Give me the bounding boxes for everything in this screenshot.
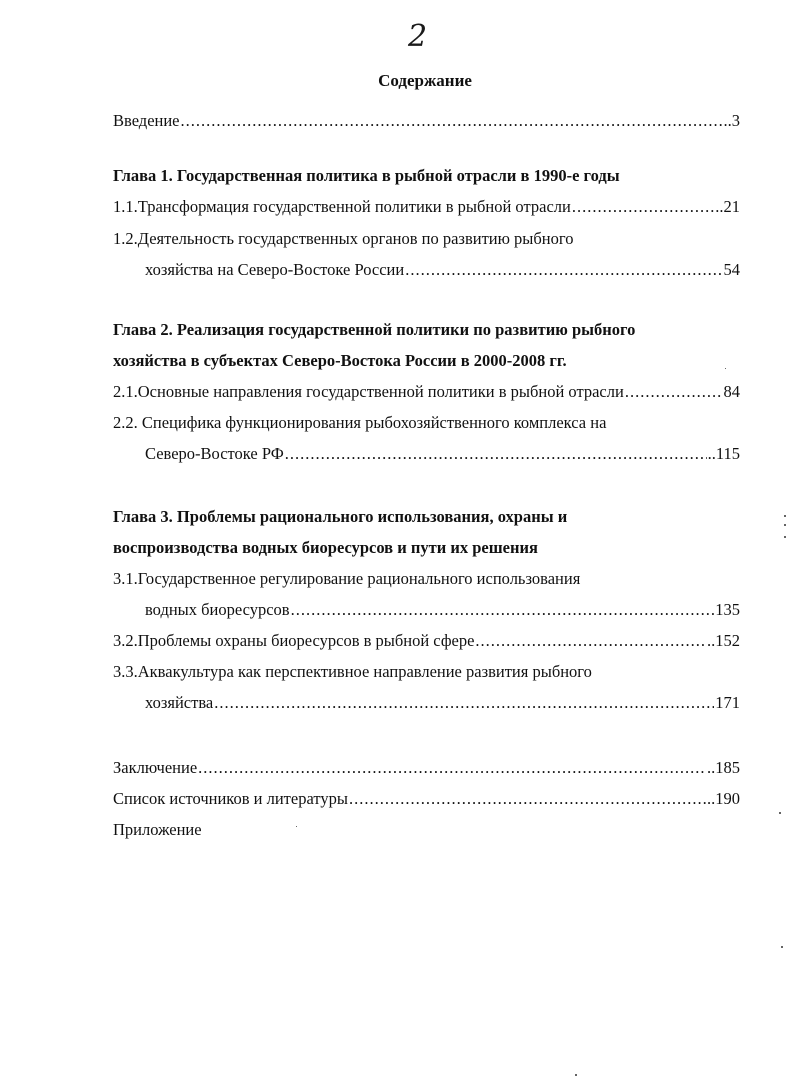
toc-entry-page: ..152 — [707, 631, 740, 650]
leader-dots — [405, 259, 722, 281]
leader-dots — [475, 630, 706, 652]
toc-entry-page: 84 — [723, 382, 740, 401]
toc-entry-page: ..115 — [707, 444, 740, 463]
toc-entry-page: ..3 — [723, 111, 740, 130]
toc-entry-2-2-line1: 2.2. Специфика функционирования рыбохозяйственного комплекса на — [113, 413, 607, 432]
scan-speck — [725, 368, 726, 369]
scan-speck — [784, 524, 786, 526]
chapter-2-heading-line2: хозяйства в субъектах Северо-Востока России в 2000-2008 гг. — [113, 351, 567, 370]
leader-dots — [291, 599, 715, 621]
toc-entry-label: Введение — [113, 111, 180, 130]
handwritten-page-number: 2 — [408, 19, 428, 54]
leader-dots — [349, 788, 706, 810]
chapter-1-heading: Глава 1. Государственная политика в рыбной отрасли в 1990-е годы — [113, 166, 620, 185]
leader-dots — [214, 692, 714, 714]
toc-entry-page: 135 — [715, 600, 740, 619]
toc-entry-page: 171 — [715, 693, 740, 712]
toc-entry-page: 54 — [723, 260, 740, 279]
toc-entry-3-3-line1: 3.3.Аквакультура как перспективное направление развития рыбного — [113, 662, 592, 681]
toc-entry-label: Заключение — [113, 758, 198, 777]
leader-dots — [572, 196, 714, 218]
toc-entry-label: 2.1.Основные направления государственной политики в рыбной отрасли — [113, 382, 624, 401]
toc-entry-label: Список источников и литературы — [113, 789, 348, 808]
toc-entry-sources — [113, 788, 740, 810]
toc-entry-intro — [113, 110, 740, 132]
toc-title: Содержание — [378, 71, 472, 90]
toc-entry-label: водных биоресурсов — [145, 600, 290, 619]
leader-dots — [181, 110, 723, 132]
scan-speck — [575, 1074, 577, 1076]
toc-entry-2-1 — [113, 381, 740, 403]
toc-entry-label: хозяйства на Северо-Востоке России — [145, 260, 405, 279]
scan-speck — [784, 536, 786, 538]
leader-dots — [198, 757, 706, 779]
toc-entry-3-3 — [145, 692, 740, 714]
toc-entry-page: ..21 — [715, 197, 740, 216]
toc-entry-2-2 — [145, 443, 740, 465]
toc-entry-page: ..185 — [707, 758, 740, 777]
toc-entry-1-2 — [145, 259, 740, 281]
scan-speck — [296, 826, 297, 827]
toc-entry-3-1-line1: 3.1.Государственное регулирование рационального использования — [113, 569, 581, 588]
toc-entry-3-1 — [145, 599, 740, 621]
scan-speck — [779, 812, 781, 814]
scan-speck — [781, 946, 783, 948]
chapter-2-heading-line1: Глава 2. Реализация государственной политики по развитию рыбного — [113, 320, 636, 339]
toc-entry-label: хозяйства — [145, 693, 214, 712]
toc-entry-3-2 — [113, 630, 740, 652]
chapter-3-heading-line1: Глава 3. Проблемы рационального использования, охраны и — [113, 507, 568, 526]
toc-entry-page: ..190 — [707, 789, 740, 808]
toc-entry-label: 3.2.Проблемы охраны биоресурсов в рыбной сфере — [113, 631, 475, 650]
toc-entry-appendix: Приложение — [113, 820, 202, 839]
leader-dots — [285, 443, 707, 465]
toc-entry-label: 1.1.Трансформация государственной политики в рыбной отрасли — [113, 197, 571, 216]
toc-entry-1-2-line1: 1.2.Деятельность государственных органов по развитию рыбного — [113, 229, 574, 248]
toc-entry-1-1 — [113, 196, 740, 218]
scan-speck — [784, 515, 786, 517]
toc-entry-conclusion — [113, 757, 740, 779]
leader-dots — [625, 381, 723, 403]
toc-entry-label: Северо-Востоке РФ — [145, 444, 284, 463]
chapter-3-heading-line2: воспроизводства водных биоресурсов и пути их решения — [113, 538, 538, 557]
